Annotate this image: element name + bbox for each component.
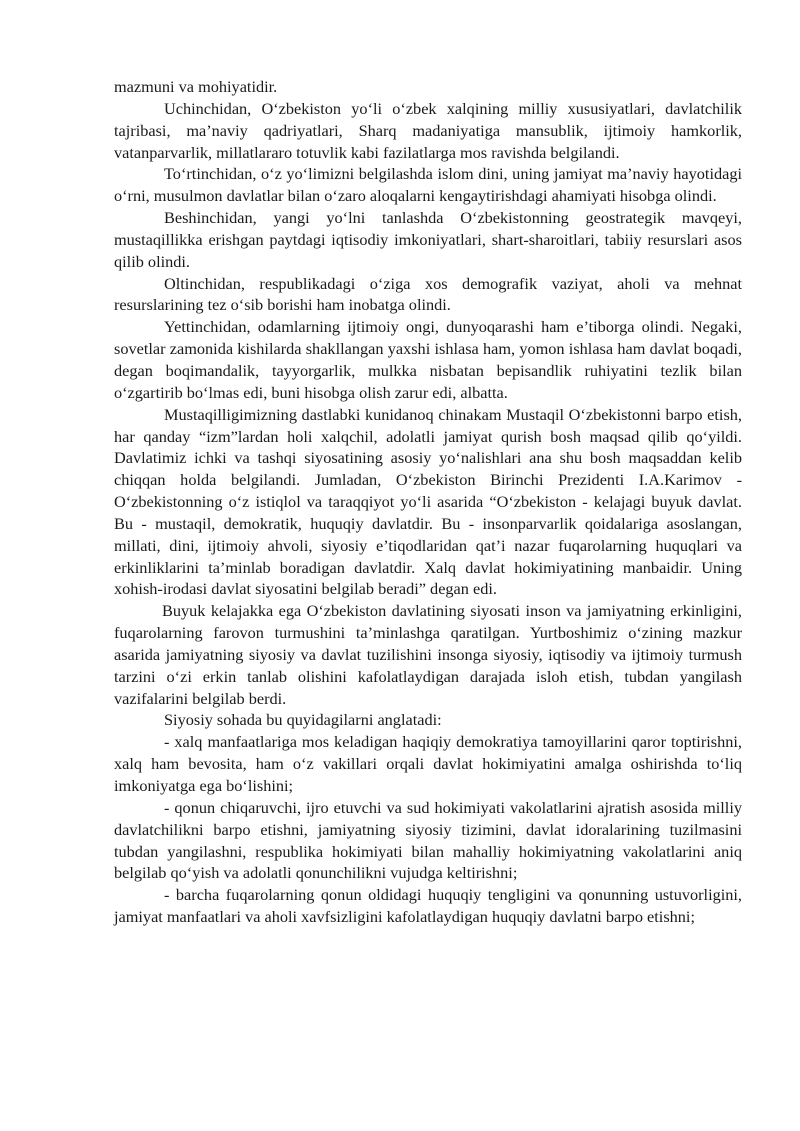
paragraph-great-future: Buyuk kelajakka ega O‘zbekiston davlatining siyosati inson va jamiyatning erkinligini, fuqarolarning farovon turmushini ta’minlashga qaratilgan. Yurtboshimiz o‘zining mazkur asarida jamiyatning siyosiy va davlat tuzilishini insonga siyosiy, iqtisodiy va ijtimoiy turmush tarzini o‘zi erkin tanlab olishini kafolatlaydigan darajada isloh etish, tubdan yangilash vazifalarini belgilab berdi. bbox=[114, 601, 742, 708]
paragraph-continuation: mazmuni va mohiyatidir. bbox=[114, 77, 278, 96]
paragraph-third: Uchinchidan, O‘zbekiston yo‘li o‘zbek xalqining milliy xususiyatlari, davlatchilik tajribasi, ma’naviy qadriyatlari, Sharq madaniyatiga mansublik, ijtimoiy hamkorlik, vatanparvarlik, millatlararo totuvlik kabi fazilatlarga mos ravishda belgilandi. bbox=[114, 98, 742, 162]
paragraph-fifth: Beshinchidan, yangi yo‘lni tanlashda O‘zbekistonning geostrategik mavqeyi, mustaqillikka erishgan paytdagi iqtisodiy imkoniyatlari, shart-sharoitlari, tabiiy resurslari asos qilib olindi. bbox=[114, 208, 742, 271]
paragraph-sixth: Oltinchidan, respublikadagi o‘ziga xos demografik vaziyat, aholi va mehnat resurslarining tez o‘sib borishi ham inobatga olindi. bbox=[114, 273, 742, 315]
paragraph-independence: Mustaqilligimizning dastlabki kunidanoq chinakam Mustaqil O‘zbekistonni barpo etish, har qanday “izm”lardan holi xalqchil, adolatli jamiyat qurish bosh maqsad qilib qo‘yildi. Davlatimiz ichki va tashqi siyosatining asosiy yo‘nalishlari ana shu bosh maqsaddan kelib chiqqan holda belgilandi. Jumladan, O‘zbekiston Birinchi Prezidenti I.A.Karimov - O‘zbekistonning o‘z istiqlol va taraqqiyot yo‘li asarida “O‘zbekiston - kelajagi buyuk davlat. Bu - mustaqil, demokratik, huquqiy davlatdir. Bu - insonparvarlik qoidalariga asoslangan, millati, dini, ijtimoiy ahvoli, siyosiy e’tiqodlaridan qat’i nazar fuqarolarning huquqlari va erkinliklarini ta’minlab boradigan davlatdir. Xalq davlat hokimiyatining manbaidir. Uning xohish-irodasi davlat siyosatini belgilab beradi” degan edi. bbox=[114, 404, 742, 599]
list-item-separation-of-powers: - qonun chiqaruvchi, ijro etuvchi va sud hokimiyati vakolatlarini ajratish asosida milliy davlatchilikni barpo etishni, jamiyatning siyosiy tizimini, davlat idoralarining tuzilmasini tubdan yangilashni, respublika hokimiyati bilan mahalliy hokimiyatning vakolatlarini aniq belgilab qo‘yish va adolatli qonunchilikni vujudga keltirishni; bbox=[114, 797, 742, 883]
paragraph-political-sphere: Siyosiy sohada bu quyidagilarni anglatadi: bbox=[164, 710, 442, 730]
list-item-democracy: - xalq manfaatlariga mos keladigan haqiqiy demokratiya tamoyillarini qaror toptirishni, xalq ham bevosita, ham o‘z vakillari orqali davlat hokimiyatini amalga oshirishda to‘liq imkoniyatga ega bo‘lishini; bbox=[114, 732, 742, 795]
document-page bbox=[114, 76, 742, 928]
list-item-equality: - barcha fuqarolarning qonun oldidagi huquqiy tengligini va qonunning ustuvorligini, jamiyat manfaatlari va aholi xavfsizligini kafolatlaydigan huquqiy davlatni barpo etishni; bbox=[114, 885, 742, 927]
paragraph-fourth: To‘rtinchidan, o‘z yo‘limizni belgilashda islom dini, uning jamiyat ma’naviy hayotidagi o‘rni, musulmon davlatlar bilan o‘zaro aloqalarni kengaytirishdagi ahamiyati hisobga olindi. bbox=[114, 164, 742, 206]
paragraph-seventh: Yettinchidan, odamlarning ijtimoiy ongi, dunyoqarashi ham e’tiborga olindi. Negaki, sovetlar zamonida kishilarda shakllangan yaxshi ishlasa ham, yomon ishlasa ham davlat boqadi, degan boqimandalik, tayyorgarlik, mulkka nisbatan bepisandlik ruhiyatini tezlik bilan o‘zgartirib bo‘lmas edi, buni hisobga olish zarur edi, albatta. bbox=[114, 317, 742, 402]
